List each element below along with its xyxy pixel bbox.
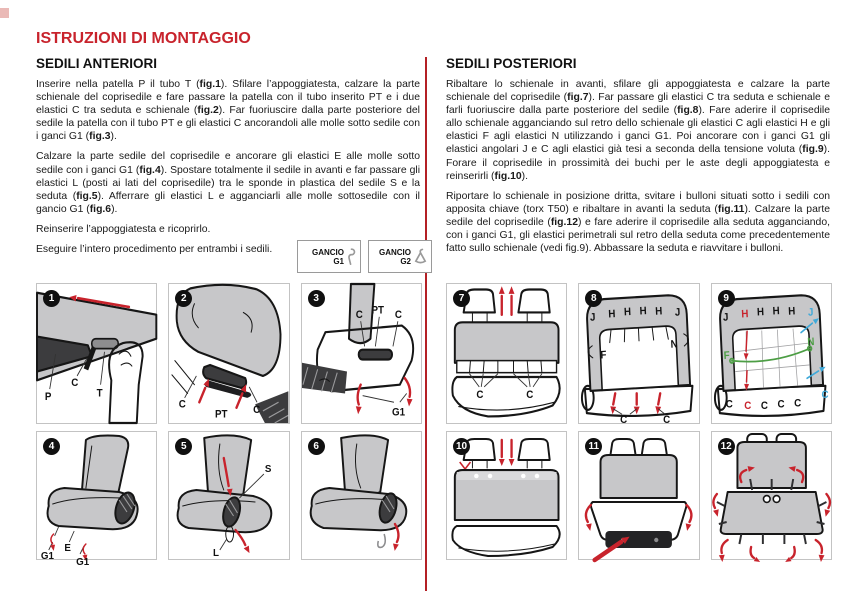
svg-text:F: F [723, 350, 730, 363]
svg-text:C: C [179, 399, 187, 411]
svg-text:C: C [725, 399, 733, 411]
figure-number-9: 9 [718, 290, 735, 307]
rear-seats-text [446, 78, 830, 255]
column-divider [425, 57, 427, 591]
svg-text:J: J [675, 307, 681, 319]
svg-text:C: C [253, 404, 261, 417]
seat-back [177, 285, 281, 376]
svg-text:H: H [740, 308, 749, 321]
bolt-hole-right [773, 496, 780, 503]
hook-g1-title: GANCIO [312, 247, 344, 257]
seat-back [341, 435, 388, 496]
svg-text:T: T [96, 388, 103, 400]
svg-text:H: H [624, 306, 632, 319]
svg-text:C: C [743, 400, 751, 412]
headrests [611, 439, 668, 456]
figure-panel-2 [168, 283, 289, 424]
hook-g1-code: G1 [333, 256, 344, 266]
backrest-frame [719, 294, 827, 392]
figure-number-6: 6 [308, 438, 325, 455]
svg-text:C: C [394, 309, 402, 322]
svg-text:L: L [213, 547, 220, 560]
figure-number-4: 4 [43, 438, 60, 455]
svg-text:H: H [655, 305, 663, 318]
bolt-right [654, 538, 658, 542]
svg-text:H: H [639, 305, 648, 318]
svg-text:PT: PT [215, 409, 228, 421]
figure-number-10: 10 [453, 438, 470, 455]
svg-text:C: C [355, 309, 363, 322]
svg-text:C: C [663, 414, 671, 427]
figure-panel-7 [446, 283, 567, 424]
hook-g1-box [297, 240, 361, 273]
svg-text:F: F [600, 349, 608, 362]
front-seats-section [36, 56, 420, 263]
svg-text:C: C [71, 377, 79, 389]
headrests [464, 439, 550, 468]
svg-text:H: H [787, 305, 796, 318]
figure-panel-10 [446, 431, 567, 560]
hook-g2-code: G2 [400, 256, 411, 266]
seat-underside [720, 492, 822, 534]
headrests [464, 289, 550, 321]
paragraph: Inserire nella patella P il tubo T (fig.1). Sfilare l’appoggiatesta, calzare la parte schienale del coprisedile e fare passare la patella con il tubo inserito PT e i due elastici C tra seduta e schienale (fig.2). Far fuoriuscire dalla parte posteriore del sedile la patella con il tubo PT e gli elastici C ancorandoli alle molle sotto sedile con i ganci G1 (fig.3). [36, 79, 420, 143]
seat-back [205, 435, 252, 498]
figure-panel-8 [578, 283, 699, 427]
svg-text:H: H [772, 305, 780, 318]
figure-number-1: 1 [43, 290, 60, 307]
figure-number-8: 8 [585, 290, 602, 307]
hook-g2-icon [413, 248, 428, 265]
front-seat-figures [36, 283, 422, 569]
svg-text:G1: G1 [40, 550, 54, 563]
paragraph: Calzare la parte sedile del coprisedile e ancorare gli elastici E alle molle sotto sedile con i ganci G1 (fig.4). Spostare totalmente il sedile in avanti e far passare gli elastici L (posti ai lati del coprisedile) tra le sponde in plastica del sedile S e la seduta (fig.5). Afferrare gli elastici L e agganciarli alle molle sottosedile con il gancio G1 (fig.6). [36, 151, 420, 215]
tube-t [92, 339, 118, 349]
svg-text:N: N [670, 338, 679, 351]
svg-text:H: H [608, 308, 617, 321]
red-arrows [499, 440, 515, 466]
paragraph: Eseguire l’intero procedimento per entrambi i sedili. [36, 244, 273, 256]
hook-g1-icon [346, 246, 357, 267]
svg-text:C: C [476, 389, 484, 401]
figure-panel-6 [301, 431, 422, 560]
figure-number-11: 11 [585, 438, 602, 455]
rear-seats-heading: SEDILI POSTERIORI [446, 56, 577, 71]
svg-text:J: J [807, 307, 814, 319]
svg-text:PT: PT [371, 305, 384, 317]
hook-g2-box [368, 240, 432, 273]
rear-seat-figures [446, 283, 832, 560]
figure-panel-1 [36, 283, 157, 424]
tube-pt [358, 350, 391, 360]
svg-text:C: C [821, 389, 829, 401]
svg-text:G1: G1 [76, 556, 90, 569]
front-seats-text [36, 78, 420, 256]
hook-legend [297, 240, 432, 273]
bench-backrest [455, 322, 559, 362]
figure-panel-9 [711, 283, 832, 424]
svg-text:J: J [722, 311, 729, 324]
paragraph: Ribaltare lo schienale in avanti, sfilare gli appoggiatesta e calzare la parte schienale del coprisedile (fig.7). Far passare gli elastici C tra seduta e schienale e farli fuoriuscire dalla parte posteriore del sedile (fig.8). Fare aderire il coprisedile allo schienale agganciando sul retro dello schienale gli elastici C agli elastici H e gli elastici F agli elastici N utilizzando i ganci G1. Poi ancorare con i ganci G1 gli elastici angolari J e C agli elastici già tesi a seconda della tensione voluta (fig.9). Forare il coprisedile in prossimità dei buchi per le aste degli appoggiatesta e reinserirli (fig.10). [446, 79, 831, 182]
svg-text:E: E [64, 542, 71, 555]
bolt-hole-left [763, 496, 770, 503]
rear-seats-section [446, 56, 830, 262]
figure-panel-5 [168, 431, 289, 560]
svg-text:S: S [265, 463, 272, 476]
paragraph: Riportare lo schienale in posizione dritta, svitare i bulloni situati sotto i sedili con apposita chiave (torx T50) e ribaltare in avanti la seduta (fig.11). Calzare la parte sedile del coprisedile (fig.12) e fare aderire il coprisedile alla seduta agganciando, con i ganci G1, gli elastici perimetrali sul retro della seduta come precedentemente fatto sullo schienale (vedi fig.9). Abbassare la seduta e riavvitare i bulloni. [446, 190, 830, 255]
figure-panel-12 [711, 431, 832, 560]
hook-g2-title: GANCIO [379, 247, 411, 257]
svg-text:G1: G1 [391, 406, 405, 419]
figure-number-12: 12 [718, 438, 735, 455]
svg-text:C: C [620, 414, 628, 427]
figure-number-5: 5 [175, 438, 192, 455]
svg-text:H: H [756, 306, 764, 319]
bench-seat [452, 377, 559, 416]
label-leads [469, 374, 541, 387]
paragraph: Reinserire l’appoggiatesta e ricoprirlo. [36, 223, 211, 235]
print-crop-mark [0, 8, 9, 18]
figure-number-7: 7 [453, 290, 470, 307]
svg-text:C: C [793, 398, 801, 410]
svg-text:C: C [777, 399, 785, 411]
red-arrows [586, 505, 692, 531]
figure-panel-4 [36, 431, 157, 569]
backrest-frame [586, 294, 691, 391]
bench-backrest [601, 455, 677, 498]
figure-number-2: 2 [175, 290, 192, 307]
hook-g1 [377, 534, 384, 547]
figure-number-3: 3 [308, 290, 325, 307]
figure-panel-11 [578, 431, 699, 560]
svg-text:C: C [526, 389, 534, 401]
figure-panel-3 [301, 283, 422, 424]
svg-text:J: J [590, 311, 596, 324]
red-arrows [499, 286, 515, 314]
svg-text:C: C [760, 400, 768, 412]
page-title: ISTRUZIONI DI MONTAGGIO [36, 30, 251, 47]
svg-text:N: N [806, 336, 815, 349]
svg-text:P: P [44, 391, 52, 404]
front-seats-heading: SEDILI ANTERIORI [36, 56, 158, 71]
